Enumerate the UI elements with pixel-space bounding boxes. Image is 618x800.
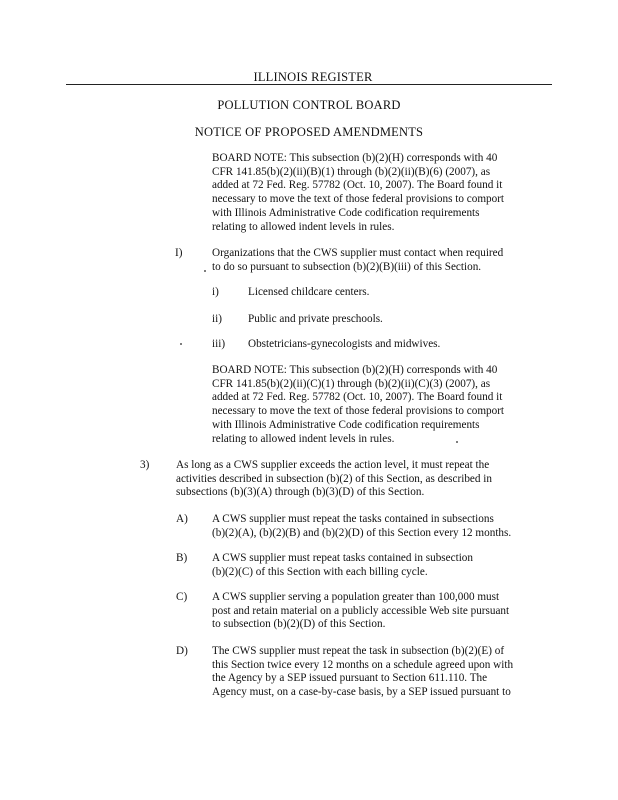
item-I-line: Organizations that the CWS supplier must contact when required bbox=[212, 247, 504, 259]
board-note-1-line: with Illinois Administrative Code codification requirements bbox=[212, 206, 480, 219]
board-note-1 bbox=[212, 152, 504, 234]
item-D-line: Agency must, on a case-by-case basis, by a SEP issued pursuant to bbox=[212, 686, 511, 699]
item-A-line: A CWS supplier must repeat the tasks contained in subsections bbox=[212, 513, 494, 525]
item-B-line: (b)(2)(C) of this Section with each billing cycle. bbox=[212, 565, 428, 578]
notice-title: NOTICE OF PROPOSED AMENDMENTS bbox=[194, 125, 424, 139]
item-I-line: to do so pursuant to subsection (b)(2)(B)(iii) of this Section. bbox=[212, 260, 482, 273]
board-note-2-line: necessary to move the text of those federal provisions to comport bbox=[212, 405, 505, 418]
board-note-2-line: relating to allowed indent levels in rules. bbox=[212, 432, 395, 445]
item-3-text bbox=[176, 459, 492, 500]
item-D-line: The CWS supplier must repeat the task in subsection (b)(2)(E) of bbox=[212, 645, 505, 657]
board-note-2-line: BOARD NOTE: This subsection (b)(2)(H) corresponds with 40 bbox=[212, 364, 498, 376]
item-D-line: the Agency by a SEP issued pursuant to Section 611.110. The bbox=[212, 672, 488, 685]
item-C-line: post and retain material on a publicly accessible Web site pursuant bbox=[212, 604, 510, 617]
board-title: POLLUTION CONTROL BOARD bbox=[217, 98, 401, 112]
board-note-1-line: necessary to move the text of those federal provisions to comport bbox=[212, 193, 505, 206]
item-D-line: this Section twice every 12 months on a schedule agreed upon with bbox=[212, 658, 514, 671]
item-I-label: I) bbox=[175, 247, 183, 259]
board-note-1-line: CFR 141.85(b)(2)(ii)(B)(1) through (b)(2)(ii)(B)(6) (2007), as bbox=[212, 165, 491, 178]
sub-i-text: Licensed childcare centers. bbox=[248, 286, 370, 298]
board-note-2-line: added at 72 Fed. Reg. 57782 (Oct. 10, 2007). The Board found it bbox=[212, 391, 503, 404]
sub-i-label: i) bbox=[212, 286, 219, 298]
board-note-2-line: with Illinois Administrative Code codification requirements bbox=[212, 418, 480, 431]
board-note-2 bbox=[212, 364, 504, 446]
item-3-label: 3) bbox=[140, 459, 150, 471]
register-title: ILLINOIS REGISTER bbox=[253, 70, 373, 84]
item-C-label: C) bbox=[176, 591, 188, 603]
sub-ii-label: ii) bbox=[212, 313, 222, 325]
item-I-text bbox=[212, 247, 503, 274]
item-B-label: B) bbox=[176, 552, 188, 564]
sub-ii-text: Public and private preschools. bbox=[248, 313, 383, 325]
item-D-text bbox=[212, 645, 513, 700]
item-C-line: to subsection (b)(2)(D) of this Section. bbox=[212, 618, 386, 631]
item-A-label: A) bbox=[176, 513, 188, 525]
scan-speck bbox=[180, 343, 182, 345]
item-D-label: D) bbox=[176, 645, 188, 657]
board-note-1-line: BOARD NOTE: This subsection (b)(2)(H) corresponds with 40 bbox=[212, 152, 498, 164]
item-A-line: (b)(2)(A), (b)(2)(B) and (b)(2)(D) of this Section every 12 months. bbox=[212, 526, 512, 539]
item-B-text bbox=[212, 552, 473, 579]
item-C-text bbox=[212, 591, 509, 632]
item-3-line: As long as a CWS supplier exceeds the action level, it must repeat the bbox=[176, 459, 490, 471]
board-note-1-line: relating to allowed indent levels in rules. bbox=[212, 220, 395, 233]
item-C-line: A CWS supplier serving a population greater than 100,000 must bbox=[212, 591, 500, 603]
board-note-2-line: CFR 141.85(b)(2)(ii)(C)(1) through (b)(2)(ii)(C)(3) (2007), as bbox=[212, 377, 491, 390]
header-rule bbox=[66, 84, 552, 85]
item-A-text bbox=[212, 513, 511, 540]
sub-iii-label: iii) bbox=[212, 338, 226, 350]
item-B-line: A CWS supplier must repeat tasks contained in subsection bbox=[212, 552, 473, 564]
item-3-line: subsections (b)(3)(A) through (b)(3)(D) of this Section. bbox=[176, 486, 425, 499]
scan-speck bbox=[204, 270, 206, 272]
scan-speck bbox=[456, 441, 458, 443]
sub-iii-text: Obstetricians-gynecologists and midwives. bbox=[248, 338, 441, 350]
board-note-1-line: added at 72 Fed. Reg. 57782 (Oct. 10, 2007). The Board found it bbox=[212, 179, 503, 192]
item-3-line: activities described in subsection (b)(2) of this Section, as described in bbox=[176, 472, 492, 485]
